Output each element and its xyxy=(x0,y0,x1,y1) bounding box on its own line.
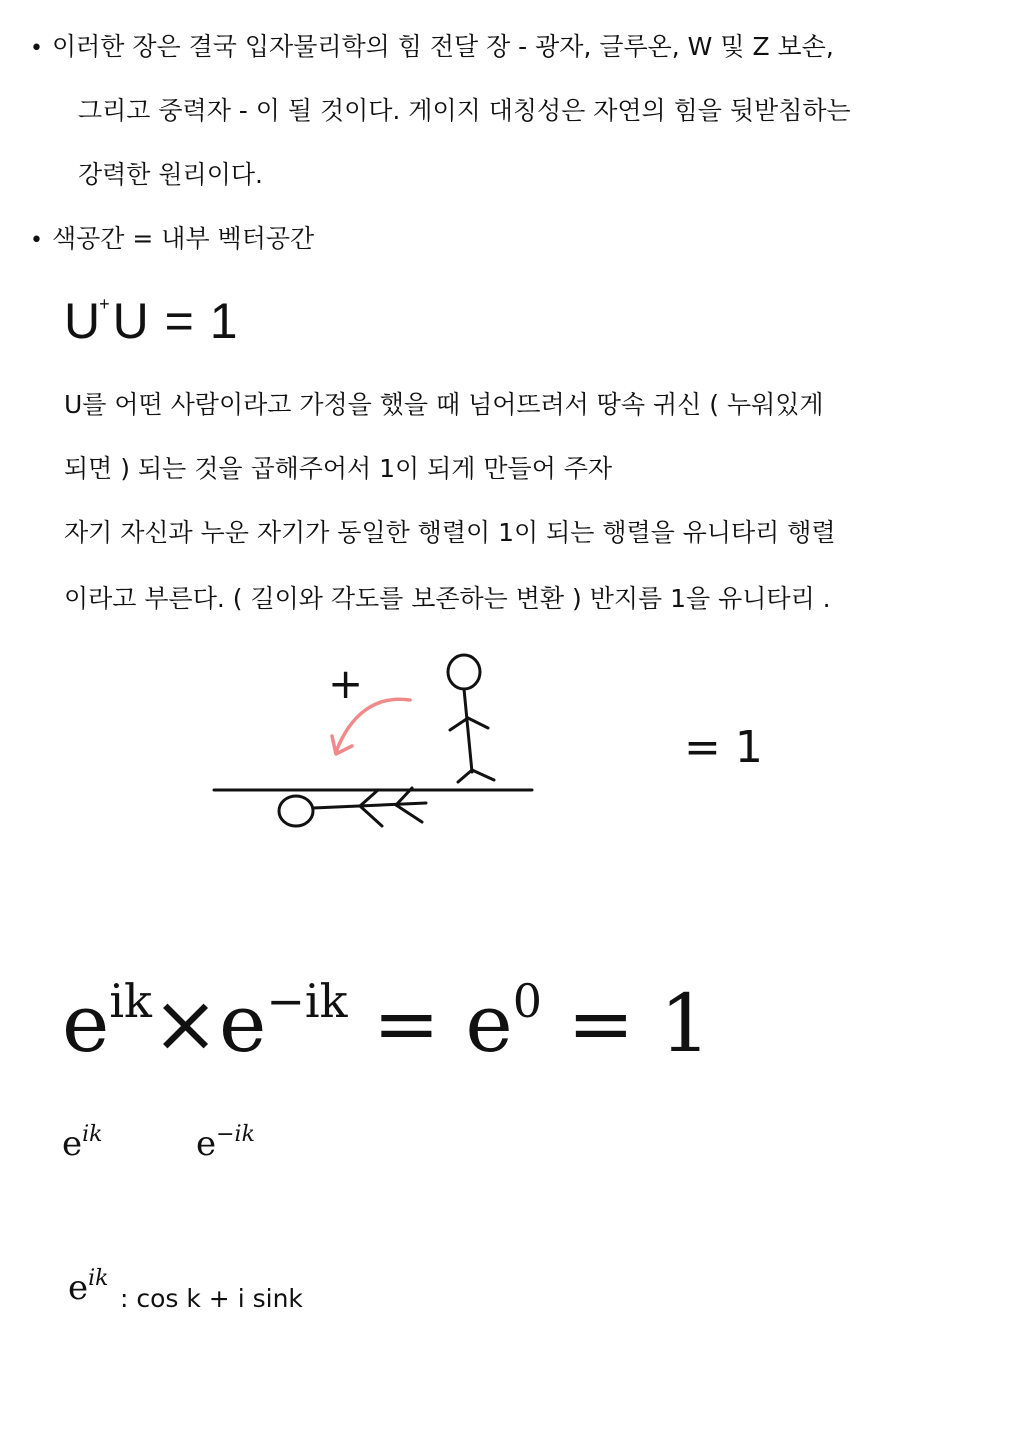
explanation-line-1: U를 어떤 사람이라고 가정을 했을 때 넘어뜨려서 땅속 귀신 ( 누워있게 xyxy=(64,390,824,419)
bullet-2-line-1: 색공간 = 내부 벡터공간 xyxy=(52,224,315,253)
unitary-dagger: + xyxy=(99,294,111,314)
term-a-exp: ik xyxy=(82,1122,103,1147)
euler-exp-2: −ik xyxy=(266,974,348,1028)
standing-figure-icon xyxy=(448,655,494,782)
bullet-1-line-2: 그리고 중력자 - 이 될 것이다. 게이지 대칭성은 자연의 힘을 뒷받침하는 xyxy=(78,96,851,125)
unitary-equation xyxy=(64,292,239,350)
unitary-u2: U xyxy=(112,293,150,349)
euler-product-equation xyxy=(62,956,711,1069)
stick-figure-sketch xyxy=(200,640,800,840)
explanation-line-4: 이라고 부른다. ( 길이와 각도를 보존하는 변환 ) 반지름 1을 유니타리 . xyxy=(64,584,831,613)
term-e-minus-ik xyxy=(196,1122,255,1164)
bullet-marker: • xyxy=(30,228,43,253)
explanation-line-3: 자기 자신과 누운 자기가 동일한 행렬이 1이 되는 행렬을 유니타리 행렬 xyxy=(64,518,836,547)
euler-times: × xyxy=(151,977,219,1070)
euler-def-term xyxy=(68,1266,109,1308)
bullet-1-line-1: 이러한 장은 결국 입자물리학의 힘 전달 장 - 광자, 글루온, W 및 Z 보손, xyxy=(52,32,834,61)
euler-eq-1: = xyxy=(347,977,466,1070)
euler-def-exp: ik xyxy=(88,1266,109,1291)
bullet-1-line-3: 강력한 원리이다. xyxy=(78,160,263,189)
explanation-line-2: 되면 ) 되는 것을 곱해주어서 1이 되게 만들어 주자 xyxy=(64,454,613,483)
euler-def-base: e xyxy=(68,1268,89,1308)
lying-figure-icon xyxy=(279,788,426,826)
unitary-rhs: = 1 xyxy=(149,293,239,349)
term-e-ik xyxy=(62,1122,103,1164)
sketch-result: = 1 xyxy=(684,722,763,773)
term-b-exp: −ik xyxy=(216,1122,255,1147)
euler-exp-1: ik xyxy=(109,974,152,1028)
term-a-base: e xyxy=(62,1124,83,1164)
euler-exp-3: 0 xyxy=(512,974,542,1028)
euler-def-text: : cos k + i sink xyxy=(120,1284,303,1313)
bullet-marker: • xyxy=(30,36,43,61)
euler-eq-2: = 1 xyxy=(541,977,711,1070)
euler-base-2: e xyxy=(218,977,267,1070)
unitary-u1: U xyxy=(64,293,102,349)
euler-base-3: e xyxy=(465,977,513,1070)
euler-base-1: e xyxy=(62,977,110,1070)
sketch-plus-mark: + xyxy=(328,659,364,708)
term-b-base: e xyxy=(196,1124,217,1164)
